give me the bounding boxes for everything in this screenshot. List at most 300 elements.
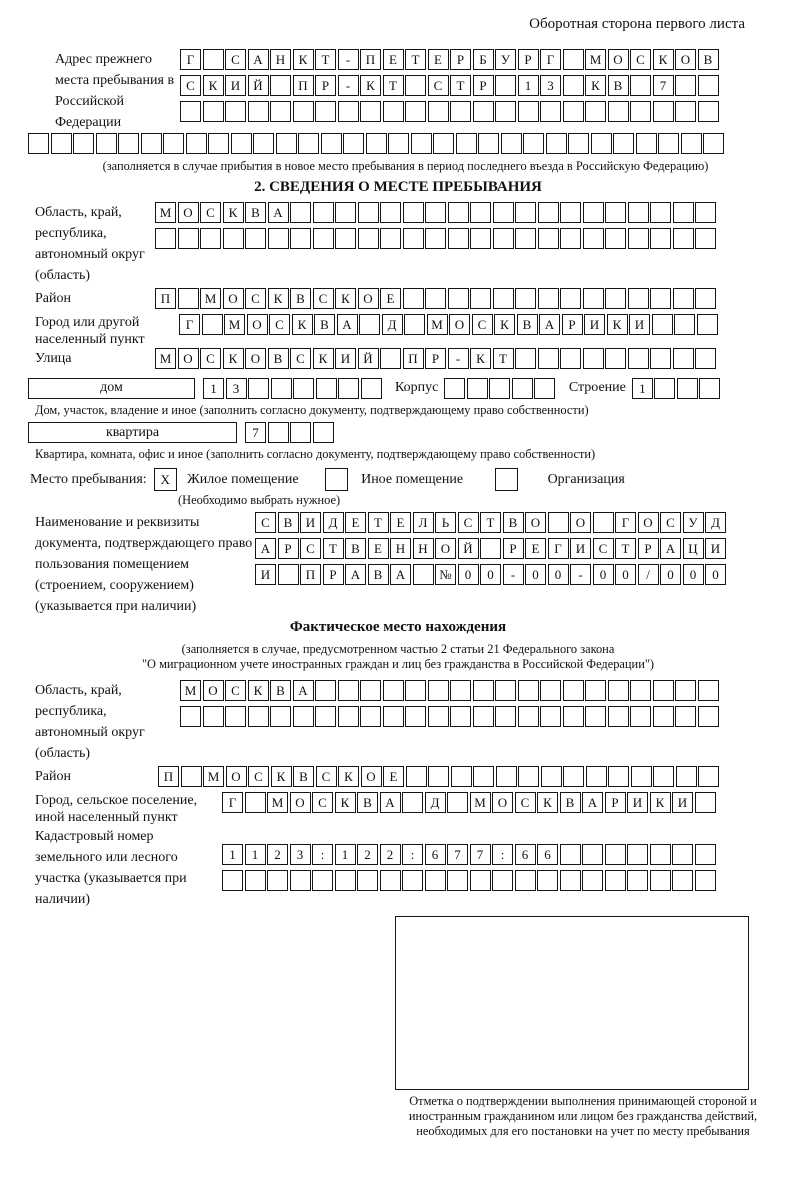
- form-cell: [630, 706, 651, 727]
- form-cell: [73, 133, 94, 154]
- form-cell: М: [203, 766, 224, 787]
- actual-district-row: [158, 766, 721, 787]
- place-type-note: (Необходимо выбрать нужное): [178, 493, 341, 507]
- form-cell: [650, 870, 671, 891]
- form-cell: [538, 348, 559, 369]
- form-cell: [676, 766, 697, 787]
- form-cell: [518, 101, 539, 122]
- form-cell: [178, 228, 199, 249]
- form-cell: М: [585, 49, 606, 70]
- form-cell: Д: [382, 314, 403, 335]
- form-cell: [585, 680, 606, 701]
- form-cell: [492, 870, 513, 891]
- form-cell: П: [293, 75, 314, 96]
- form-cell: К: [268, 288, 289, 309]
- form-cell: -: [503, 564, 524, 585]
- form-cell: [380, 348, 401, 369]
- form-cell: [677, 378, 698, 399]
- form-cell: А: [345, 564, 366, 585]
- form-cell: [512, 378, 533, 399]
- form-cell: Й: [248, 75, 269, 96]
- form-cell: Р: [450, 49, 471, 70]
- actual-location-note-1: (заполняется в случае, предусмотренном частью 2 статьи 21 Федерального закона: [181, 642, 615, 656]
- form-cell: [613, 133, 634, 154]
- form-cell: В: [290, 288, 311, 309]
- cadastral-row-1: [222, 844, 717, 865]
- form-cell: Н: [390, 538, 411, 559]
- form-cell: Р: [323, 564, 344, 585]
- form-cell: [518, 706, 539, 727]
- form-cell: [425, 228, 446, 249]
- form-cell: [470, 228, 491, 249]
- form-cell: В: [368, 564, 389, 585]
- form-cell: Р: [425, 348, 446, 369]
- form-cell: [698, 766, 719, 787]
- form-cell: [338, 680, 359, 701]
- form-cell: [695, 792, 716, 813]
- form-cell: [406, 766, 427, 787]
- form-cell: [703, 133, 724, 154]
- apartment-block: [28, 422, 800, 443]
- form-cell: [270, 101, 291, 122]
- form-cell: [203, 49, 224, 70]
- form-cell: М: [470, 792, 491, 813]
- form-cell: [359, 314, 380, 335]
- form-cell: О: [492, 792, 513, 813]
- form-cell: С: [255, 512, 276, 533]
- actual-location-title: Фактическое место нахождения: [289, 619, 507, 635]
- form-cell: [28, 133, 49, 154]
- form-cell: [628, 288, 649, 309]
- house-box-label: дом: [28, 378, 195, 399]
- form-cell: [271, 378, 292, 399]
- prev-address-row-2: [180, 75, 720, 96]
- form-cell: О: [203, 680, 224, 701]
- form-cell: [335, 870, 356, 891]
- form-cell: Г: [540, 49, 561, 70]
- form-cell: [560, 288, 581, 309]
- form-cell: [673, 202, 694, 223]
- form-cell: 7: [447, 844, 468, 865]
- form-cell: К: [537, 792, 558, 813]
- form-cell: Р: [518, 49, 539, 70]
- form-cell: [515, 348, 536, 369]
- form-cell: Т: [493, 348, 514, 369]
- form-cell: [540, 101, 561, 122]
- prev-address-block: [28, 49, 800, 133]
- form-cell: [673, 228, 694, 249]
- form-cell: [470, 202, 491, 223]
- form-cell: 0: [480, 564, 501, 585]
- form-cell: [515, 870, 536, 891]
- street-block: [28, 348, 800, 374]
- form-cell: [605, 870, 626, 891]
- actual-region-label: Область, край, республика, автономный округ (область): [35, 683, 145, 761]
- form-cell: М: [224, 314, 245, 335]
- form-cell: [428, 766, 449, 787]
- form-cell: О: [290, 792, 311, 813]
- form-cell: [231, 133, 252, 154]
- actual-location-note-2: "О миграционном учете иностранных граждан и лиц без гражданства в Российской Федерации"): [141, 657, 655, 671]
- form-cell: Р: [638, 538, 659, 559]
- form-cell: [583, 288, 604, 309]
- form-cell: [203, 706, 224, 727]
- place-type-block: [28, 468, 800, 491]
- form-cell: [225, 706, 246, 727]
- form-cell: [358, 228, 379, 249]
- form-cell: О: [223, 288, 244, 309]
- form-cell: [628, 202, 649, 223]
- form-cell: 1: [518, 75, 539, 96]
- form-cell: В: [357, 792, 378, 813]
- form-cell: Т: [405, 49, 426, 70]
- form-cell: 0: [593, 564, 614, 585]
- form-cell: И: [255, 564, 276, 585]
- form-cell: 7: [245, 422, 266, 443]
- form-cell: В: [270, 680, 291, 701]
- form-cell: [699, 378, 720, 399]
- form-cell: А: [380, 792, 401, 813]
- form-cell: Б: [473, 49, 494, 70]
- form-cell: К: [248, 680, 269, 701]
- form-cell: С: [245, 288, 266, 309]
- form-cell: [582, 844, 603, 865]
- form-cell: [537, 870, 558, 891]
- form-cell: [450, 680, 471, 701]
- form-cell: [515, 202, 536, 223]
- form-cell: К: [585, 75, 606, 96]
- form-cell: С: [225, 680, 246, 701]
- form-cell: [222, 870, 243, 891]
- form-cell: Г: [615, 512, 636, 533]
- form-cell: [489, 378, 510, 399]
- form-cell: [473, 766, 494, 787]
- form-cell: [650, 348, 671, 369]
- form-cell: [495, 680, 516, 701]
- form-cell: М: [180, 680, 201, 701]
- form-cell: В: [293, 766, 314, 787]
- form-cell: И: [627, 792, 648, 813]
- city-block: [28, 314, 800, 348]
- form-cell: [605, 228, 626, 249]
- form-cell: №: [435, 564, 456, 585]
- form-cell: Е: [428, 49, 449, 70]
- form-cell: С: [200, 202, 221, 223]
- form-cell: [338, 378, 359, 399]
- form-cell: И: [335, 348, 356, 369]
- form-cell: [200, 228, 221, 249]
- form-cell: [518, 766, 539, 787]
- form-cell: У: [683, 512, 704, 533]
- form-cell: [585, 706, 606, 727]
- form-cell: [425, 202, 446, 223]
- form-cell: [470, 870, 491, 891]
- form-cell: К: [360, 75, 381, 96]
- document-label: Наименование и реквизиты документа, подтверждающего право пользования помещением (строением, сооружением) (указывается при наличии): [35, 515, 253, 614]
- city-label: Город или другой населенный пункт: [35, 315, 145, 347]
- form-cell: М: [267, 792, 288, 813]
- form-cell: [208, 133, 229, 154]
- form-cell: [673, 348, 694, 369]
- form-cell: 2: [357, 844, 378, 865]
- form-cell: [403, 228, 424, 249]
- form-cell: Р: [503, 538, 524, 559]
- form-cell: [560, 844, 581, 865]
- form-cell: 7: [470, 844, 491, 865]
- form-cell: [563, 49, 584, 70]
- form-cell: [450, 101, 471, 122]
- form-cell: [203, 101, 224, 122]
- form-cell: 6: [537, 844, 558, 865]
- form-cell: [470, 288, 491, 309]
- form-cell: [695, 288, 716, 309]
- form-cell: [223, 228, 244, 249]
- form-cell: [245, 228, 266, 249]
- form-cell: [608, 706, 629, 727]
- form-cell: С: [472, 314, 493, 335]
- cadastral-row-2: [222, 870, 717, 891]
- form-cell: -: [338, 49, 359, 70]
- form-cell: С: [225, 49, 246, 70]
- form-cell: Е: [368, 538, 389, 559]
- form-cell: Р: [605, 792, 626, 813]
- form-cell: [652, 314, 673, 335]
- form-cell: И: [300, 512, 321, 533]
- form-cell: [675, 75, 696, 96]
- form-cell: П: [155, 288, 176, 309]
- form-cell: [650, 288, 671, 309]
- checkbox-organization: [495, 468, 518, 491]
- form-cell: С: [290, 348, 311, 369]
- form-cell: Т: [323, 538, 344, 559]
- form-cell: С: [593, 538, 614, 559]
- form-cell: [366, 133, 387, 154]
- form-cell: С: [458, 512, 479, 533]
- form-cell: [448, 288, 469, 309]
- form-cell: -: [338, 75, 359, 96]
- form-cell: 1: [203, 378, 224, 399]
- form-cell: [343, 133, 364, 154]
- form-cell: [180, 101, 201, 122]
- form-cell: [293, 101, 314, 122]
- form-cell: [278, 564, 299, 585]
- form-cell: О: [435, 538, 456, 559]
- form-cell: [405, 101, 426, 122]
- form-cell: К: [338, 766, 359, 787]
- form-cell: [315, 101, 336, 122]
- form-cell: [248, 101, 269, 122]
- stroenie-label: Строение: [568, 380, 626, 395]
- form-cell: [467, 378, 488, 399]
- prev-address-note: (заполняется в случае прибытия в новое место пребывания в период последнего въезда в Российскую Федерацию): [102, 159, 709, 173]
- form-cell: 3: [226, 378, 247, 399]
- house-block: [28, 377, 800, 399]
- apartment-box-label: квартира: [28, 422, 237, 443]
- form-cell: [515, 228, 536, 249]
- actual-region-row-1: [180, 680, 720, 701]
- stroenie-cells: [632, 378, 722, 399]
- form-cell: Л: [413, 512, 434, 533]
- form-cell: [568, 133, 589, 154]
- form-cell: [383, 706, 404, 727]
- korpus-cells: [444, 378, 557, 399]
- form-cell: К: [653, 49, 674, 70]
- form-cell: [523, 133, 544, 154]
- form-cell: [698, 680, 719, 701]
- apartment-cells: [245, 422, 335, 443]
- form-cell: К: [650, 792, 671, 813]
- form-cell: В: [698, 49, 719, 70]
- form-cell: [654, 378, 675, 399]
- form-cell: [380, 202, 401, 223]
- form-cell: Т: [450, 75, 471, 96]
- form-cell: [672, 870, 693, 891]
- form-cell: [695, 870, 716, 891]
- form-cell: К: [607, 314, 628, 335]
- form-cell: [560, 202, 581, 223]
- form-cell: [248, 378, 269, 399]
- house-cells: [203, 378, 383, 399]
- form-cell: [456, 133, 477, 154]
- form-cell: [538, 202, 559, 223]
- prev-address-label: Адрес прежнего места пребывания в Российской Федерации: [55, 52, 175, 130]
- form-cell: [605, 844, 626, 865]
- form-cell: С: [180, 75, 201, 96]
- form-cell: О: [608, 49, 629, 70]
- form-cell: [357, 870, 378, 891]
- form-cell: А: [268, 202, 289, 223]
- form-cell: [315, 680, 336, 701]
- form-cell: Н: [270, 49, 291, 70]
- form-cell: 0: [660, 564, 681, 585]
- form-cell: С: [316, 766, 337, 787]
- form-cell: О: [525, 512, 546, 533]
- form-cell: [650, 202, 671, 223]
- form-cell: П: [158, 766, 179, 787]
- form-cell: Р: [562, 314, 583, 335]
- form-cell: К: [223, 348, 244, 369]
- form-cell: В: [268, 348, 289, 369]
- form-cell: 0: [548, 564, 569, 585]
- form-cell: [361, 378, 382, 399]
- form-cell: С: [630, 49, 651, 70]
- form-cell: [493, 288, 514, 309]
- form-cell: [290, 228, 311, 249]
- form-cell: [605, 348, 626, 369]
- form-cell: О: [245, 348, 266, 369]
- form-cell: [560, 870, 581, 891]
- form-cell: [697, 314, 718, 335]
- form-cell: [628, 348, 649, 369]
- form-cell: 2: [267, 844, 288, 865]
- form-cell: [51, 133, 72, 154]
- form-cell: [383, 101, 404, 122]
- form-cell: [540, 680, 561, 701]
- form-cell: Р: [278, 538, 299, 559]
- form-cell: [563, 101, 584, 122]
- form-cell: 1: [335, 844, 356, 865]
- form-cell: [315, 706, 336, 727]
- form-cell: [605, 202, 626, 223]
- document-row-1: [255, 512, 728, 533]
- form-cell: [433, 133, 454, 154]
- form-cell: /: [638, 564, 659, 585]
- form-cell: [290, 422, 311, 443]
- form-cell: [695, 202, 716, 223]
- option-label-other-premises: Иное помещение: [361, 471, 464, 487]
- form-cell: С: [269, 314, 290, 335]
- form-cell: В: [278, 512, 299, 533]
- form-cell: И: [584, 314, 605, 335]
- form-cell: С: [312, 792, 333, 813]
- form-cell: Й: [358, 348, 379, 369]
- form-cell: О: [675, 49, 696, 70]
- form-cell: М: [200, 288, 221, 309]
- district-block: [28, 288, 800, 314]
- option-label-residential: Жилое помещение: [187, 471, 299, 487]
- form-cell: [495, 706, 516, 727]
- form-cell: П: [360, 49, 381, 70]
- form-cell: [425, 288, 446, 309]
- form-cell: [293, 706, 314, 727]
- form-cell: :: [312, 844, 333, 865]
- district-label: Район: [35, 291, 71, 306]
- form-cell: [675, 101, 696, 122]
- apartment-note: Квартира, комната, офис и иное (заполнить согласно документу, подтверждающему право собственности): [35, 447, 596, 461]
- form-cell: [360, 101, 381, 122]
- section2-title: 2. СВЕДЕНИЯ О МЕСТЕ ПРЕБЫВАНИЯ: [254, 179, 542, 195]
- form-cell: 7: [653, 75, 674, 96]
- form-cell: [118, 133, 139, 154]
- form-cell: О: [449, 314, 470, 335]
- form-cell: [695, 228, 716, 249]
- cadastral-label: Кадастровый номер земельного или лесного участка (указывается при наличии): [35, 829, 187, 907]
- stamp-box: [395, 916, 749, 1090]
- form-cell: [627, 870, 648, 891]
- region-label: Область, край, республика, автономный округ (область): [35, 205, 145, 283]
- form-cell: [560, 228, 581, 249]
- form-cell: [245, 792, 266, 813]
- form-cell: В: [345, 538, 366, 559]
- form-cell: 1: [222, 844, 243, 865]
- form-cell: [636, 133, 657, 154]
- checkbox-residential: X: [154, 468, 177, 491]
- form-cell: Д: [323, 512, 344, 533]
- form-cell: [298, 133, 319, 154]
- form-cell: [338, 706, 359, 727]
- form-cell: [538, 288, 559, 309]
- form-cell: Г: [222, 792, 243, 813]
- form-cell: [698, 75, 719, 96]
- form-cell: [495, 101, 516, 122]
- form-cell: И: [225, 75, 246, 96]
- form-cell: [630, 75, 651, 96]
- form-cell: [585, 101, 606, 122]
- form-cell: 0: [705, 564, 726, 585]
- form-cell: [405, 75, 426, 96]
- form-cell: [583, 348, 604, 369]
- form-cell: [267, 870, 288, 891]
- form-cell: [698, 706, 719, 727]
- form-cell: С: [300, 538, 321, 559]
- form-cell: [178, 288, 199, 309]
- form-cell: [383, 680, 404, 701]
- prev-address-row-3: [180, 101, 720, 122]
- form-cell: К: [223, 202, 244, 223]
- form-cell: А: [248, 49, 269, 70]
- form-cell: [501, 133, 522, 154]
- street-label: Улица: [35, 351, 72, 366]
